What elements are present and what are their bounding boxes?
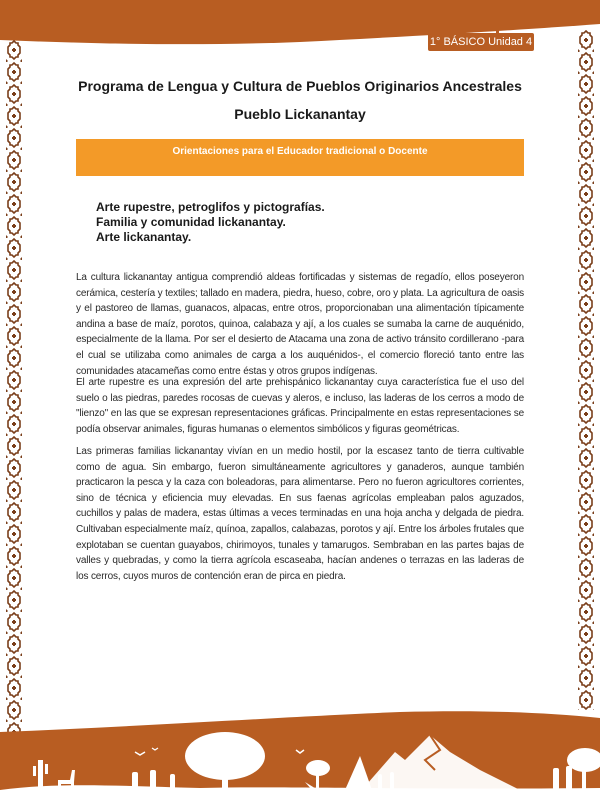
- desert-landscape-icon: [0, 690, 600, 800]
- paragraph-rock-art: El arte rupestre es una expresión del arte prehispánico lickanantay cuya característica fue el uso del suelo o las piedras, paredes rocosas de cuevas y aleros, e incluso, las laderas de los cerros a modo de "lienzo" en las que se expresan representaciones gráficas. Principalmente en estas representaciones se podía observar animales, figuras humanas o elementos simbólicos y figuras geométricas.: [76, 377, 524, 435]
- topic-item: Familia y comunidad lickanantay.: [96, 215, 286, 229]
- program-title: Programa de Lengua y Cultura de Pueblos Originarios Ancestrales: [78, 78, 522, 94]
- topic-list: [96, 200, 325, 245]
- paragraph-families: Las primeras familias lickanantay vivían en un medio hostil, por la escasez tanto de tierra cultivable como de agua. Sin embargo, fueron simultáneamente agricultores y ganaderos, aunque también practicaron la pesca y la caza con boleadoras, para alimentarse. Pero no fueron agricultores corrientes, sino de técnica y eficiencia muy elevadas. En sus faenas agrícolas empleaban palos aguzados, cuchillos y palas de madera, estas últimas a veces terminadas en una hoja ancha y delgada de piedra. Cultivaban especialmente maíz, quínoa, zapallos, calabazas, porotos y ají. Entre los árboles frutales que explotaban se cuentan guayabos, chirimoyos, tunales y tamarugos. Sembraban en las partes bajas de valles y quebradas, y como la tierra agrícola escaseaba, hacían andenes o terrazas en las laderas de los cerros, cuyos muros de contención eran de pirca en piedra.: [76, 446, 524, 582]
- topic-item: Arte rupestre, petroglifos y pictografías.: [96, 200, 325, 214]
- unit-badge: 1° BÁSICO Unidad 4: [428, 33, 534, 51]
- people-title: Pueblo Lickanantay: [234, 106, 366, 122]
- andean-pattern-right-icon: [578, 30, 594, 710]
- paragraph-culture: La cultura lickanantay antigua comprendió aldeas fortificadas y sistemas de regadío, ellos poseyeron cerámica, cestería y textiles; tallado en madera, piedra, hueso, cobre, oro y plata. La agricultura de oasis y el pastoreo de llamas, guanacos, alpacas, entre otros, proporcionaban una alimentación típicamente andina a base de maíz, porotos, quinoa, calabaza y ají, a los cuales se sumaba la carne de auquénido, especialmente de la llama. Por ser el desierto de Atacama una zona de activo tránsito cordillerano -para el cual se utilizaba como animales de carga a los auquénidos-, el comercio floreció tanto entre las comunidades atacameñas como entre éstas y otros grupos indígenas.: [76, 272, 524, 377]
- topic-item: Arte lickanantay.: [96, 230, 192, 244]
- section-banner: Orientaciones para el Educador tradicional o Docente: [76, 139, 524, 176]
- andean-pattern-left-icon: [6, 40, 22, 752]
